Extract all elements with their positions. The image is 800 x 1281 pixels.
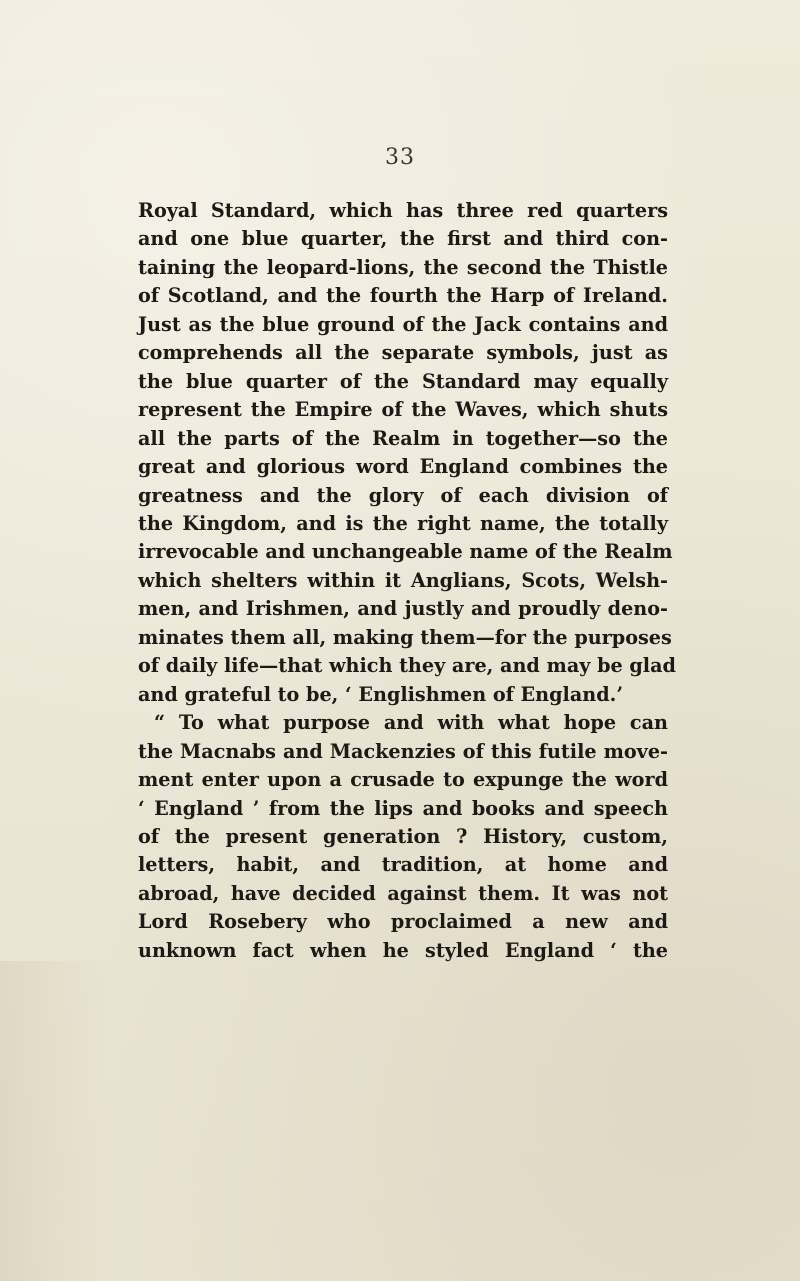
text-line: ment enter upon a crusade to expunge the word [138,768,668,792]
text-line: of the present generation ? History, custom, [138,824,668,848]
text-line: taining the leopard-lions, the second the Thistle [138,255,668,279]
text-line: of Scotland, and the fourth the Harp of Ireland. [138,284,668,308]
text-line: Royal Standard, which has three red quarters [138,199,668,222]
text-line: “ To what purpose and with what hope can [154,711,668,735]
text-line: and one blue quarter, the first and third con- [138,227,668,251]
text-line: men, and Irishmen, and justly and proudly deno- [138,597,668,621]
text-line: ‘ England ’ from the lips and books and speech [138,796,668,820]
body-text [138,197,676,965]
text-line: great and glorious word England combines the [138,455,668,479]
page-number: 33 [385,145,415,170]
text-line: Lord Rosebery who proclaimed a new and [138,910,668,934]
text-line: the Kingdom, and is the right name, the totally [138,511,668,535]
text-line: irrevocable and unchangeable name of the Realm [138,540,673,564]
text-line: the blue quarter of the Standard may equally [138,369,668,393]
text-line: Just as the blue ground of the Jack contains and [138,312,668,336]
text-line: letters, habit, and tradition, at home and [138,853,668,877]
text-line: comprehends all the separate symbols, just as [138,341,668,365]
text-line: all the parts of the Realm in together—so the [138,426,668,450]
text-line: minates them all, making them—for the purposes [138,625,672,649]
text-line: abroad, have decided against them. It was not [138,881,668,905]
text-line: which shelters within it Anglians, Scots, Welsh- [138,568,668,592]
text-line: and grateful to be, ‘ Englishmen of England.’ [138,682,623,706]
text-line: the Macnabs and Mackenzies of this futile move- [138,739,668,763]
text-line: of daily life—that which they are, and may be glad [138,654,676,678]
text-line: represent the Empire of the Waves, which shuts [138,398,668,422]
text-line: unknown fact when he styled England ‘ the [138,938,668,962]
page-edge-shading [0,961,110,1281]
text-line: greatness and the glory of each division of [138,483,668,507]
